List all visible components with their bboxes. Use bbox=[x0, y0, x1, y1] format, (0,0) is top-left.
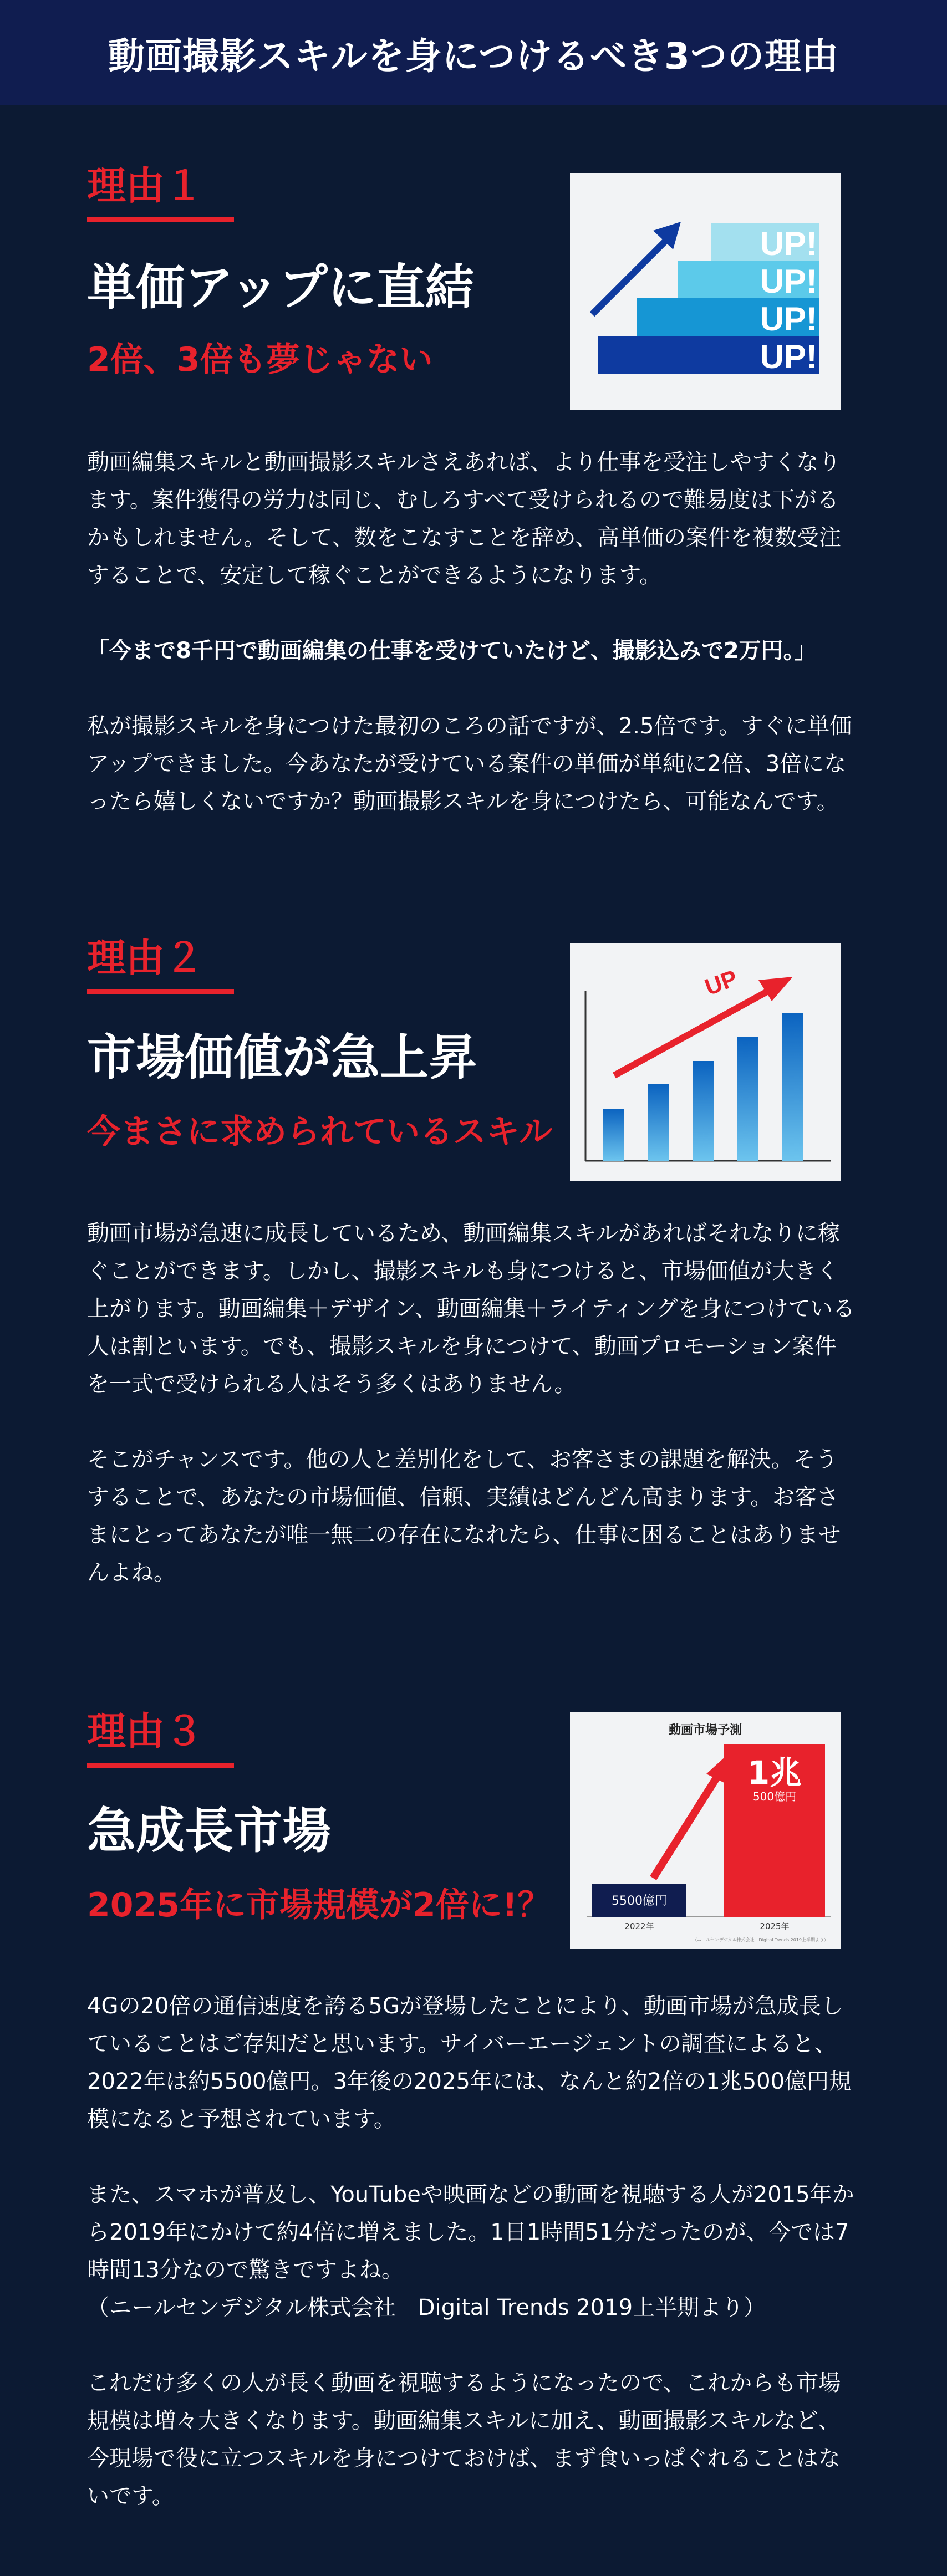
up-text-1: UP! bbox=[760, 225, 817, 262]
up-text-4: UP! bbox=[760, 338, 817, 375]
reason-1-subheading: 2倍、3倍も夢じゃない bbox=[87, 340, 433, 379]
reason-1-figure-up-steps bbox=[570, 173, 841, 410]
up-text: UP bbox=[701, 965, 741, 1001]
reason-1-paragraph-1: 動画編集スキルと動画撮影スキルさえあれば、より仕事を受注しやすくなります。案件獲得の労力は同じ、むしろすべて受けられるので難易度は下がるかもしれません。そして、数をこなすことを辞め、高単価の案件を複数受注することで、安定して稼ぐことができるようになります。 bbox=[87, 450, 841, 588]
reason-2-underline bbox=[87, 989, 234, 994]
reason-3-paragraph-3: これだけ多くの人が長く動画を視聴するようになったので、これからも市場規模は増々大きくなります。動画編集スキルに加え、動画撮影スキルなど、今現場で役に立つスキルを身につけておけば、まず食いっぱぐれることはないです。 bbox=[87, 2370, 841, 2509]
reason-2-figure-growth-chart bbox=[570, 943, 841, 1181]
reason-2-heading: 市場価値が急上昇 bbox=[87, 1029, 478, 1086]
bar-2022-label: 5500億円 bbox=[612, 1894, 667, 1908]
year-2025: 2025年 bbox=[760, 1921, 790, 1931]
reason-3-body bbox=[87, 1987, 858, 2515]
up-steps-illustration bbox=[570, 173, 841, 410]
reason-1-body bbox=[87, 443, 858, 820]
reason-1-quote: 「今まで8千円で動画編集の仕事を受けていたけど、撮影込みで2万円。」 bbox=[87, 638, 817, 664]
market-forecast-illustration bbox=[570, 1712, 841, 1949]
forecast-title: 動画市場予測 bbox=[668, 1723, 742, 1737]
reason-1-underline bbox=[87, 217, 234, 222]
reason-1-label: 理由１ bbox=[87, 163, 203, 208]
reason-2-label: 理由２ bbox=[87, 935, 203, 981]
reason-3-paragraph-2: また、スマホが普及し、YouTubeや映画などの動画を視聴する人が2015年から2019年にかけて約4倍に増えました。1日1時間51分だったのが、今では7時間13分なので驚きですよね。 （ニールセンデジタル株式会社 Digital Trends 2019上半期より） bbox=[87, 2182, 854, 2320]
up-text-2: UP! bbox=[760, 263, 817, 300]
reason-3-heading: 急成長市場 bbox=[87, 1802, 332, 1859]
bar-2025-big: 1兆 bbox=[747, 1754, 802, 1792]
reason-3-underline bbox=[87, 1763, 234, 1768]
reason-3-figure-market-forecast bbox=[570, 1712, 841, 1949]
reason-2-body bbox=[87, 1215, 858, 1591]
growth-bars-illustration bbox=[570, 943, 841, 1181]
reason-1-paragraph-3: 私が撮影スキルを身につけた最初のころの話ですが、2.5倍です。すぐに単価アップできました。今あなたが受けている案件の単価が単純に2倍、3倍になったら嬉しくないですか？動画撮影スキルを身につけたら、可能なんです。 bbox=[87, 713, 852, 814]
page-title: 動画撮影スキルを身につけるべき3つの理由 bbox=[108, 34, 839, 78]
forecast-source: （ニールセンデジタル株式会社 Digital Trends 2019上半期より） bbox=[693, 1937, 828, 1942]
reason-3-label: 理由３ bbox=[87, 1708, 203, 1754]
page-header bbox=[0, 0, 947, 105]
year-2022: 2022年 bbox=[624, 1921, 654, 1931]
up-text-3: UP! bbox=[760, 300, 817, 338]
reason-1-heading: 単価アップに直結 bbox=[87, 259, 474, 316]
reason-2-paragraph-1: 動画市場が急速に成長しているため、動画編集スキルがあればそれなりに稼ぐことができます。しかし、撮影スキルも身につけると、市場価値が大きく上がります。動画編集＋デザイン、動画編集＋ライティングを身につけている人は割といます。でも、撮影スキルを身につけて、動画プロモーション案件を一式で受けられる人はそう多くはありません。 bbox=[87, 1221, 855, 1397]
reason-2-paragraph-2: そこがチャンスです。他の人と差別化をして、お客さまの課題を解決。そうすることで、あなたの市場価値、信頼、実績はどんどん高まります。お客さまにとってあなたが唯一無二の存在になれたら、仕事に困ることはありませんよね。 bbox=[87, 1447, 841, 1585]
bar-2025-small: 500億円 bbox=[752, 1790, 797, 1803]
reason-3-subheading: 2025年に市場規模が2倍に!？ bbox=[87, 1885, 551, 1925]
reason-2-subheading: 今まさに求められているスキル bbox=[87, 1112, 553, 1151]
reason-3-paragraph-1: 4Gの20倍の通信速度を誇る5Gが登場したことにより、動画市場が急成長していることはご存知だと思います。サイバーエージェントの調査によると、2022年は約5500億円。3年後の2025年には、なんと約2倍の1兆500億円規模になると予想されています。 bbox=[87, 1993, 852, 2132]
